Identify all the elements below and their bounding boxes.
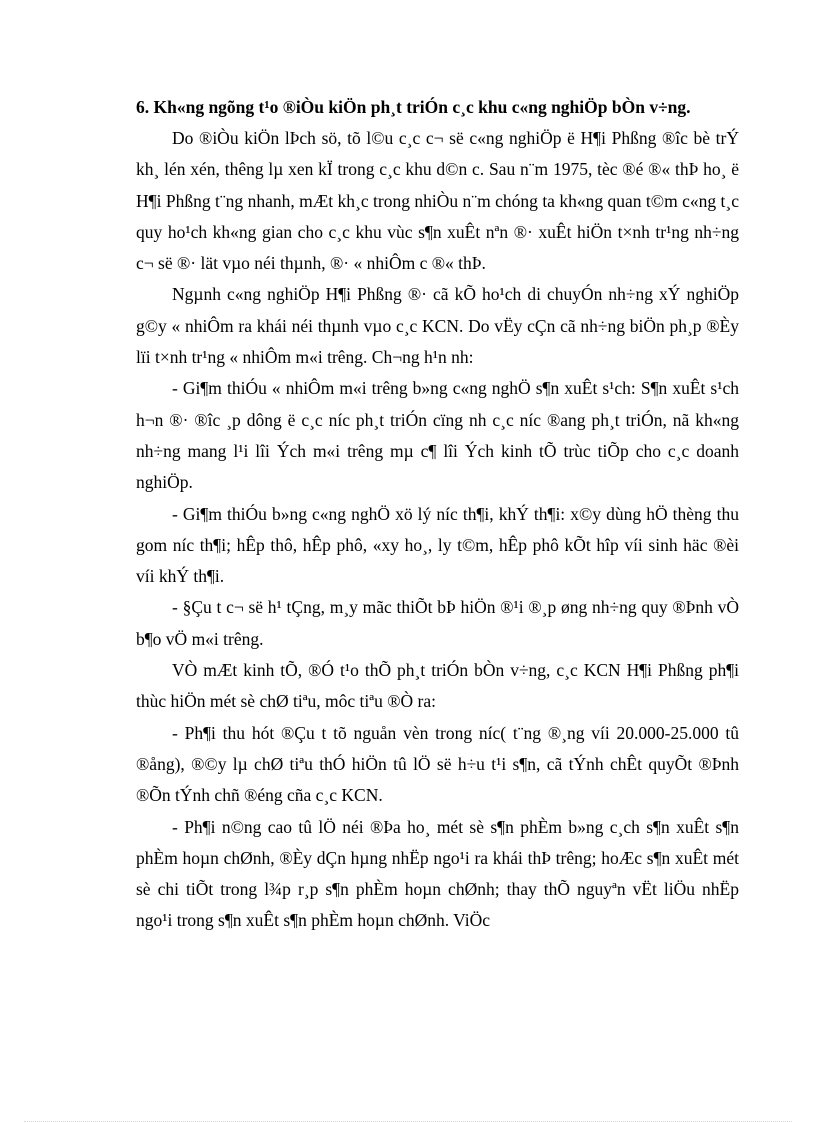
page-bottom-divider <box>24 1121 792 1122</box>
paragraph-infrastructure: - §Çu t c¬ së h¹ tÇng, m¸y mãc thiÕt bÞ hiÖn ®¹i ®¸p øng nh÷ng quy ®Þnh vÒ b¶o vÖ m«i trêng. <box>136 597 739 649</box>
section-heading: 6. Kh«ng ngõng t¹o ®iÒu kiÖn ph¸t triÓn c¸c khu c«ng nghiÖp bÒn v÷ng. <box>136 97 691 117</box>
paragraph-intro: Do ®iÒu kiÖn lÞch sö, tõ l©u c¸c c¬ së c«ng nghiÖp ë H¶i Phßng ®îc bè trÝ kh¸ lén xén, thêng lµ xen kÏ trong c¸c khu d©n c. Sau n¨m 1975, tèc ®é ®« thÞ ho¸ ë H¶i Phßng t¨ng nhanh, mÆt kh¸c trong nhiÒu n¨m chóng ta kh«ng quan t©m c«ng t¸c quy ho¹ch kh«ng gian cho c¸c khu vùc s¶n xuÊt nªn ®· xuÊt hiÖn t×nh tr¹ng nh÷ng c¬ së ®· lät vµo néi thµnh, ®· « nhiÔm c ®« thÞ. <box>136 128 739 274</box>
paragraph-waste-treatment: - Gi¶m thiÓu b»ng c«ng nghÖ xö lý níc th¶i, khÝ th¶i: x©y dùng hÖ thèng thu gom níc th¶i; hÊp thô, hÊp phô, «xy ho¸, ly t©m, hÊp phô kÕt hîp víi sinh häc ®èi víi khÝ th¶i. <box>136 503 739 587</box>
paragraph-localization: - Ph¶i n©ng cao tû lÖ néi ®Þa ho¸ mét sè s¶n phÈm b»ng c¸ch s¶n xuÊt s¶n phÈm hoµn chØnh, ®Èy dÇn hµng nhËp ngo¹i ra khái thÞ trêng; hoÆc s¶n xuÊt mét sè chi tiÕt trong l¾p r¸p s¶n phÈm hoµn chØnh; thay thÕ nguyªn vËt liÖu nhËp ngo¹i trong s¶n xuÊt s¶n phÈm hoµn chØnh. ViÖc <box>136 816 739 931</box>
document-body <box>136 92 739 937</box>
paragraph-relocation: Ngµnh c«ng nghiÖp H¶i Phßng ®· cã kÕ ho¹ch di chuyÓn nh÷ng xÝ nghiÖp g©y « nhiÔm ra khái néi thµnh vµo c¸c KCN. Do vËy cÇn cã nh÷ng biÖn ph¸p ®Èy lïi t×nh tr¹ng « nhiÔm m«i trêng. Ch¬ng h¹n nh: <box>136 284 739 368</box>
paragraph-economic-targets: VÒ mÆt kinh tÕ, ®Ó t¹o thÕ ph¸t triÓn bÒn v÷ng, c¸c KCN H¶i Phßng ph¶i thùc hiÖn mét sè chØ tiªu, môc tiªu ®Ò ra: <box>136 660 739 712</box>
paragraph-domestic-investment: - Ph¶i thu hót ®Çu t tõ nguån vèn trong níc( t¨ng ®¸ng víi 20.000-25.000 tû ®ång), ®©y lµ chØ tiªu thÓ hiÖn tû lÖ së h÷u t¹i s¶n, cã tÝnh chÊt quyÕt ®Þnh ®Õn tÝnh chñ ®éng cña c¸c KCN. <box>136 722 739 806</box>
paragraph-clean-production: - Gi¶m thiÓu « nhiÔm m«i trêng b»ng c«ng nghÖ s¶n xuÊt s¹ch: S¶n xuÊt s¹ch h¬n ®· ®îc ¸p dông ë c¸c níc ph¸t triÓn cïng nh c¸c níc ®ang ph¸t triÓn, nã kh«ng nh÷ng mang l¹i lîi Ých m«i trêng mµ c¶ lîi Ých kinh tÕ trùc tiÕp cho c¸c doanh nghiÖp. <box>136 378 739 493</box>
